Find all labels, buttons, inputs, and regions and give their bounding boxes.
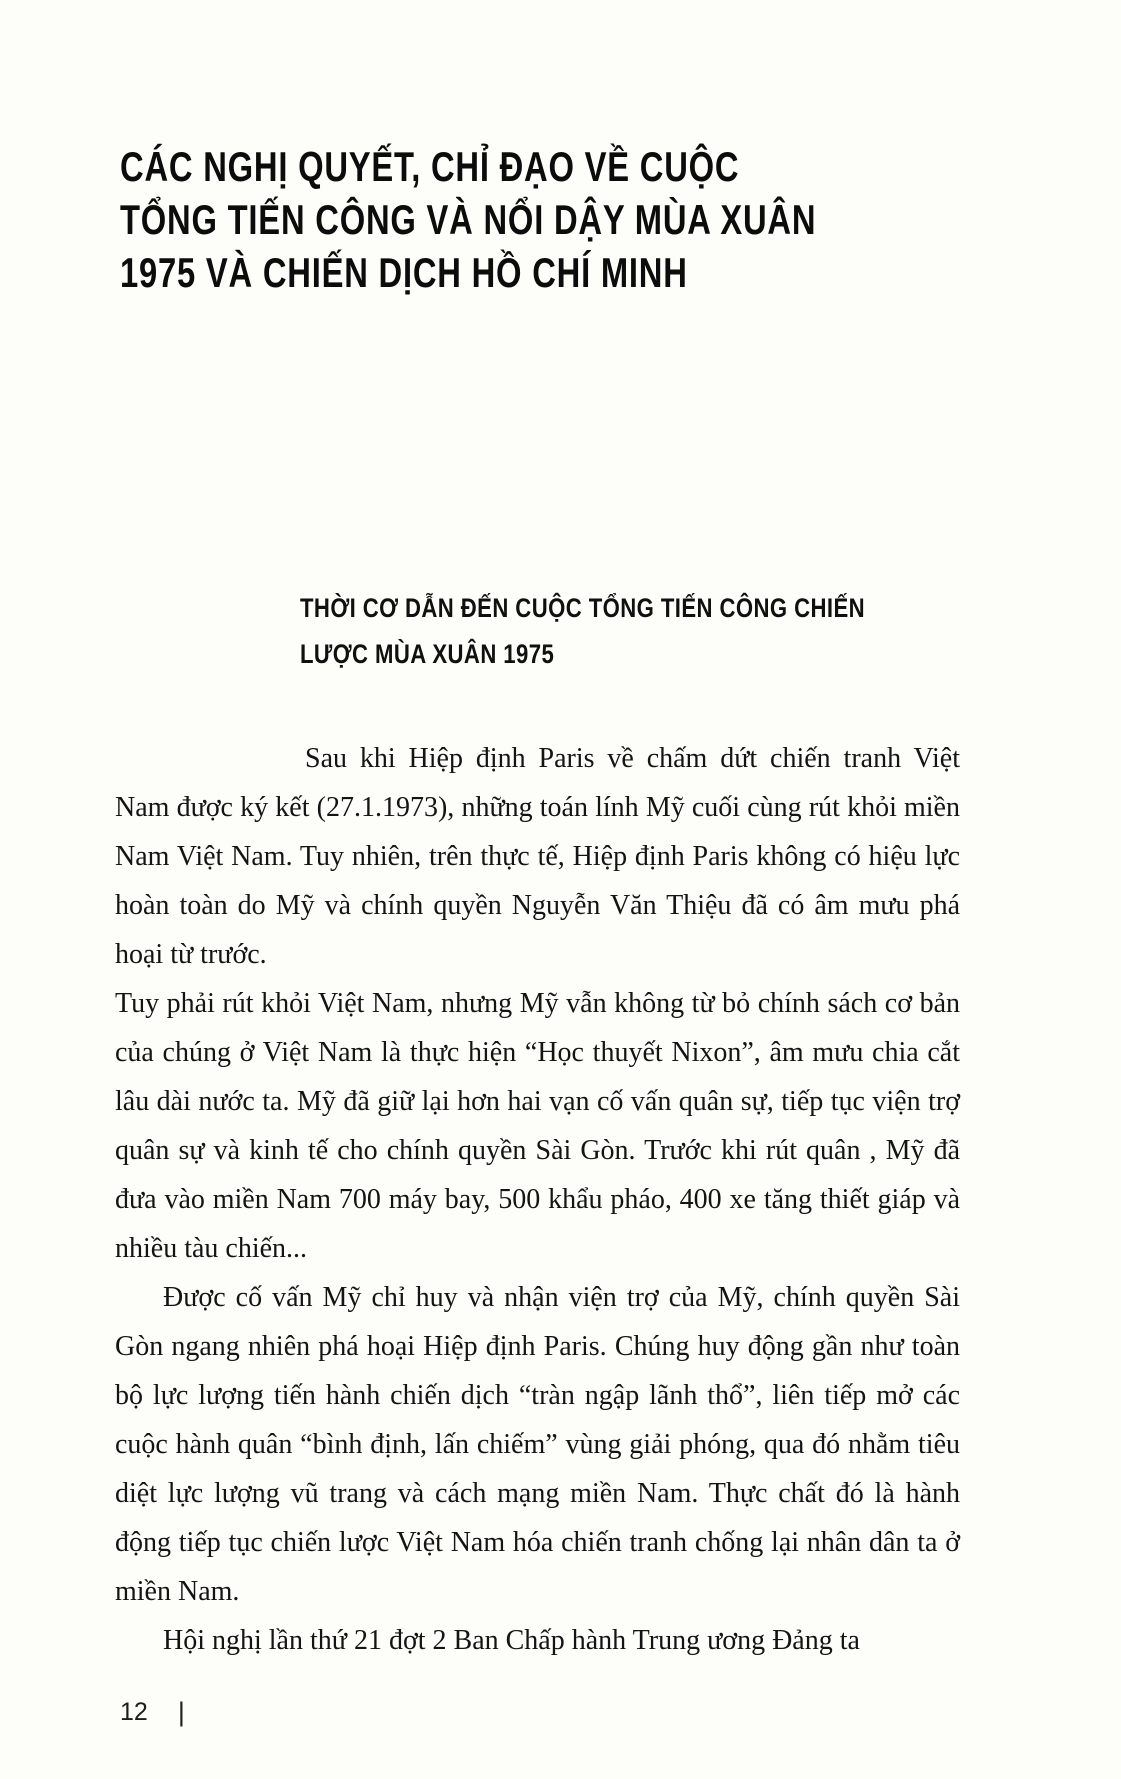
paragraph-2: Tuy phải rút khỏi Việt Nam, nhưng Mỹ vẫn không từ bỏ chính sách cơ bản của chúng ở Việt Nam là thực hiện “Học thuyết Nixon”, âm mưu chia cắt lâu dài nước ta. Mỹ đã giữ lại hơn hai vạn cố vấn quân sự, tiếp tục viện trợ quân sự và kinh tế cho chính quyền Sài Gòn. Trước khi rút quân , Mỹ đã đưa vào miền Nam 700 máy bay, 500 khẩu pháo, 400 xe tăng thiết giáp và nhiều tàu chiến...	[115, 988, 960, 1264]
page-footer	[120, 1697, 185, 1728]
page-number: 12	[120, 1698, 148, 1726]
body-text	[115, 734, 960, 1665]
paragraph-3: Được cố vấn Mỹ chỉ huy và nhận viện trợ của Mỹ, chính quyền Sài Gòn ngang nhiên phá hoại Hiệp định Paris. Chúng huy động gần như toàn bộ lực lượng tiến hành chiến dịch “tràn ngập lãnh thổ”, liên tiếp mở các cuộc hành quân “bình định, lấn chiếm” vùng giải phóng, qua đó nhằm tiêu diệt lực lượng vũ trang và cách mạng miền Nam. Thực chất đó là hành động tiếp tục chiến lược Việt Nam hóa chiến tranh chống lại nhân dân ta ở miền Nam.	[115, 1282, 960, 1607]
chapter-title	[120, 140, 1013, 299]
paragraph-4: Hội nghị lần thứ 21 đợt 2 Ban Chấp hành Trung ương Đảng ta	[163, 1625, 860, 1656]
section-heading-line-2: LƯỢC MÙA XUÂN 1975	[300, 639, 555, 669]
paragraph-1: Sau khi Hiệp định Paris về chấm dứt chiến tranh Việt Nam được ký kết (27.1.1973), những toán lính Mỹ cuối cùng rút khỏi miền Nam Việt Nam. Tuy nhiên, trên thực tế, Hiệp định Paris không có hiệu lực hoàn toàn do Mỹ và chính quyền Nguyễn Văn Thiệu đã có âm mưu phá hoại từ trước.	[115, 743, 960, 970]
chapter-title-line-1: CÁC NGHỊ QUYẾT, CHỈ ĐẠO VỀ CUỘC	[120, 143, 740, 190]
section-heading-line-1: THỜI CƠ DẪN ĐẾN CUỘC TỔNG TIẾN CÔNG CHIẾN	[300, 593, 866, 623]
footer-separator: |	[177, 1697, 185, 1727]
chapter-title-line-2: TỔNG TIẾN CÔNG VÀ NỔI DẬY MÙA XUÂN	[120, 196, 817, 243]
chapter-title-line-3: 1975 VÀ CHIẾN DỊCH HỒ CHÍ MINH	[120, 249, 688, 296]
section-heading	[300, 585, 989, 677]
